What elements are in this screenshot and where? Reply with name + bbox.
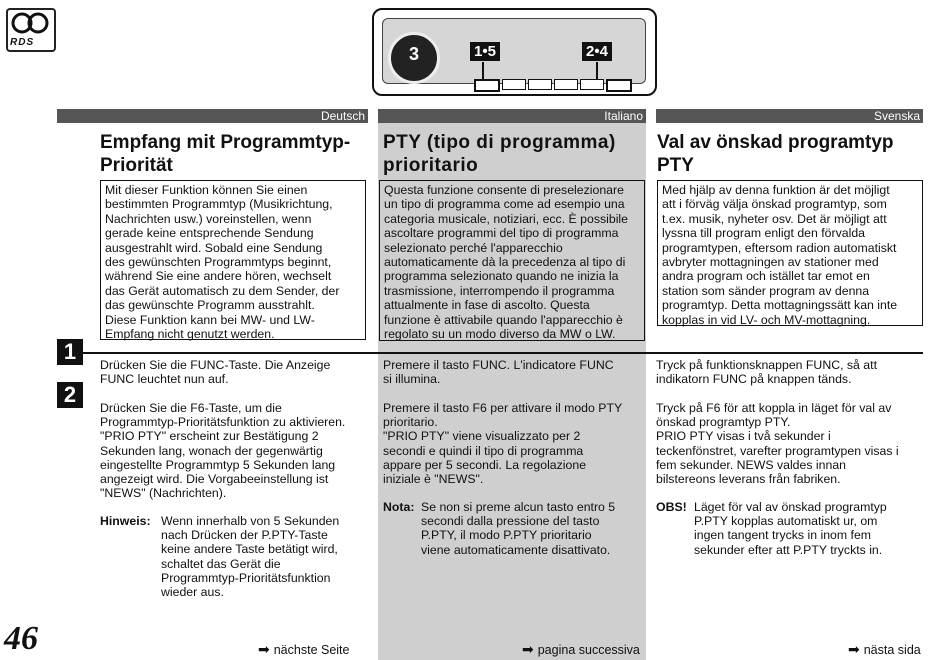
intro-line: Diese Funktion kann bei MW- und LW-: [105, 312, 315, 327]
title-de-line: Priorität: [100, 155, 173, 176]
intro-box-de: [100, 180, 366, 340]
text-line: Tryck på funktionsknappen FUNC, så att: [656, 358, 877, 372]
preset-button-row: [474, 79, 632, 92]
preset-button: [528, 79, 552, 90]
intro-line: Nachrichten usw.) voreinstellen, wenn: [105, 211, 312, 226]
note-sv: [694, 500, 924, 557]
next-page-link-de[interactable]: [258, 641, 349, 658]
intro-line: ascoltare programmi del tipo di programma: [384, 226, 619, 241]
step1-sv: [656, 358, 926, 386]
intro-line: automaticamente dà la precedenza al tipo di: [384, 255, 626, 270]
step2-de: [100, 401, 370, 500]
text-line: fem sekunder. NEWS valdes innan: [656, 457, 847, 472]
pointer-line-right: [596, 62, 598, 80]
next-page-link-it[interactable]: [522, 641, 640, 658]
text-line: PRIO PTY visas i två sekunder i: [656, 429, 831, 444]
intro-line: während Sie eine andere hören, wechselt: [105, 269, 332, 284]
preset-badge-right: 2•4: [582, 42, 612, 61]
text-line: prioritario.: [383, 415, 438, 430]
preset-button: [580, 79, 604, 90]
text-line: Drücken Sie die FUNC-Taste. Die Anzeige: [100, 358, 331, 372]
intro-box-sv: [657, 180, 923, 326]
section-divider: [57, 352, 923, 354]
text-line: Tryck på F6 för att koppla in läget för val av: [656, 401, 892, 415]
rds-waves-icon: [8, 10, 54, 36]
text-line: sekunder efter att P.PTY tryckts in.: [694, 542, 883, 557]
car-stereo-illustration: [372, 8, 657, 96]
intro-line: lyssna till program enligt den förvalda: [662, 226, 866, 241]
intro-line: att i förväg välja önskad programtyp, som: [662, 197, 887, 212]
text-line: secondi dalla pressione del tasto: [421, 514, 600, 529]
text-line: eingestellte Programmtyp 5 Sekunden lang: [100, 457, 336, 472]
text-line: viene automaticamente disattivato.: [421, 542, 611, 557]
note-label-it: Nota:: [383, 500, 415, 514]
right-arrow-icon: ➡: [848, 641, 860, 657]
intro-line: kopplas in vid LV- och MV-mottagning.: [662, 312, 871, 327]
lang-bar-sv: Svenska: [656, 109, 923, 123]
text-line: Sekunden lang, wonach der gegenwärtig: [100, 443, 323, 458]
intro-box-it: [379, 180, 645, 341]
intro-line: programtypen, eftersom radion automatiskt: [662, 240, 897, 255]
text-line: Premere il tasto FUNC. L'indicatore FUNC: [383, 358, 614, 372]
intro-line: un tipo di programma come ad esempio una: [384, 197, 625, 212]
step-number-1: 1: [57, 339, 83, 365]
intro-line: categoria musicale, notiziari, ecc. È possibile: [384, 211, 628, 226]
intro-line: avbryter mottagningen av stationer med: [662, 255, 879, 270]
intro-line: attualmente in fase di ascolto. Questa: [384, 298, 590, 313]
intro-line: andra program och istället tar emot en: [662, 269, 870, 284]
note-it: [421, 500, 645, 557]
preset-badge-left: 1•5: [470, 42, 500, 61]
right-arrow-icon: ➡: [258, 641, 270, 657]
text-line: bilstereons leverans från fabriken.: [656, 472, 841, 487]
step1-de: [100, 358, 370, 386]
intro-line: programma selezionato quando ne inizia la: [384, 269, 619, 284]
rds-logo: [6, 8, 56, 52]
knob-label: 3: [408, 44, 419, 64]
title-sv-line: PTY: [657, 155, 694, 176]
note-label-de: Hinweis:: [100, 514, 151, 528]
intro-line: des gewünschten Programmtyps beginnt,: [105, 255, 332, 270]
text-line: schaltet das Gerät die: [161, 556, 281, 571]
intro-line: Questa funzione consente di preselezionare: [384, 183, 624, 197]
title-sv: [657, 131, 927, 177]
text-line: appare per 5 secondi. La regolazione: [383, 457, 587, 472]
intro-line: Med hjälp av denna funktion är det möjligt: [662, 183, 890, 197]
lang-bar-de: Deutsch: [57, 109, 368, 123]
step-number-2: 2: [57, 382, 83, 408]
intro-line: funzione è attivabile quando l'apparecchio è: [384, 312, 623, 327]
text-line: Wenn innerhalb von 5 Sekunden: [161, 514, 340, 528]
step1-it: [383, 358, 645, 386]
intro-line: ausgestrahlt wird. Sobald eine Sendung: [105, 240, 323, 255]
intro-line: Empfang nicht genutzt werden.: [105, 327, 275, 342]
text-line: Programmtyp-Prioritätsfunktion: [161, 570, 331, 585]
pointer-line-left: [482, 62, 484, 80]
preset-button: [474, 79, 500, 92]
title-it-line: prioritario: [383, 155, 479, 176]
text-line: secondi e quindi il tipo di programma: [383, 443, 584, 458]
title-it-line: PTY (tipo di programma): [383, 132, 616, 153]
title-sv-line: Val av önskad programtyp: [657, 132, 894, 153]
text-line: indikatorn FUNC på knappen tänds.: [656, 372, 852, 387]
note-label-sv: OBS!: [656, 500, 687, 514]
volume-knob: [388, 32, 440, 84]
text-line: Se non si preme alcun tasto entro 5: [421, 500, 616, 514]
text-line: si illumina.: [383, 372, 441, 387]
text-line: Läget för val av önskad programtyp: [694, 500, 887, 514]
intro-line: bestimmten Programmtyp (Musikrichtung,: [105, 197, 333, 212]
lang-bar-it: Italiano: [378, 109, 646, 123]
text-line: FUNC leuchtet nun auf.: [100, 372, 229, 387]
text-line: iniziale è "NEWS".: [383, 472, 484, 487]
text-line: P.PTY kopplas automatiskt ur, om: [694, 514, 878, 529]
text-line: Programmtyp-Prioritätsfunktion zu aktivieren.: [100, 415, 346, 430]
text-line: angezeigt wird. Die Vorgabeeinstellung ist: [100, 472, 329, 487]
preset-button: [606, 79, 632, 92]
intro-line: gerade keine entsprechende Sendung: [105, 226, 314, 241]
text-line: Premere il tasto F6 per attivare il modo PTY: [383, 401, 623, 415]
text-line: önskad programtyp PTY.: [656, 415, 791, 430]
title-de: [100, 131, 370, 177]
logo-text: RDS: [10, 37, 35, 48]
note-de: [161, 514, 371, 599]
intro-line: station som sänder program av denna: [662, 283, 870, 298]
right-arrow-icon: ➡: [522, 641, 534, 657]
text-line: keine andere Taste betätigt wird,: [161, 542, 338, 557]
preset-button: [554, 79, 578, 90]
next-page-label: pagina successiva: [537, 643, 640, 657]
intro-line: trasmissione, interrompendo il programma: [384, 283, 615, 298]
intro-line: Mit dieser Funktion können Sie einen: [105, 183, 308, 197]
intro-line: t.ex. musik, nyheter osv. Det är möjligt att: [662, 211, 887, 226]
intro-line: programtyp. Detta mottagningssätt kan inte: [662, 298, 898, 313]
text-line: "NEWS" (Nachrichten).: [100, 486, 227, 501]
title-it: [383, 131, 645, 177]
next-page-label: nächste Seite: [273, 643, 350, 657]
next-page-link-sv[interactable]: [848, 641, 921, 658]
title-de-line: Empfang mit Programmtyp-: [100, 132, 351, 153]
page-number: 46: [4, 620, 38, 657]
text-line: "PRIO PTY" erscheint zur Bestätigung 2: [100, 429, 319, 444]
intro-line: das gewünschte Programm ausstrahlt.: [105, 298, 315, 313]
next-page-label: nästa sida: [863, 643, 921, 657]
step2-sv: [656, 401, 926, 486]
intro-line: das Gerät automatisch zu dem Sender, der: [105, 283, 340, 298]
intro-line: selezionato perché l'apparecchio: [384, 240, 563, 255]
text-line: P.PTY, il modo P.PTY prioritario: [421, 528, 592, 543]
text-line: Drücken Sie die F6-Taste, um die: [100, 401, 282, 415]
text-line: ingen tangent trycks in inom fem: [694, 528, 872, 543]
text-line: "PRIO PTY" viene visualizzato per 2: [383, 429, 581, 444]
text-line: nach Drücken der P.PTY-Taste: [161, 528, 328, 543]
step2-it: [383, 401, 645, 486]
intro-line: regolato su un modo diverso da MW o LW.: [384, 327, 616, 342]
text-line: wieder aus.: [161, 585, 224, 600]
preset-button: [502, 79, 526, 90]
text-line: teckenfönstret, varefter programtypen visas i: [656, 443, 899, 458]
